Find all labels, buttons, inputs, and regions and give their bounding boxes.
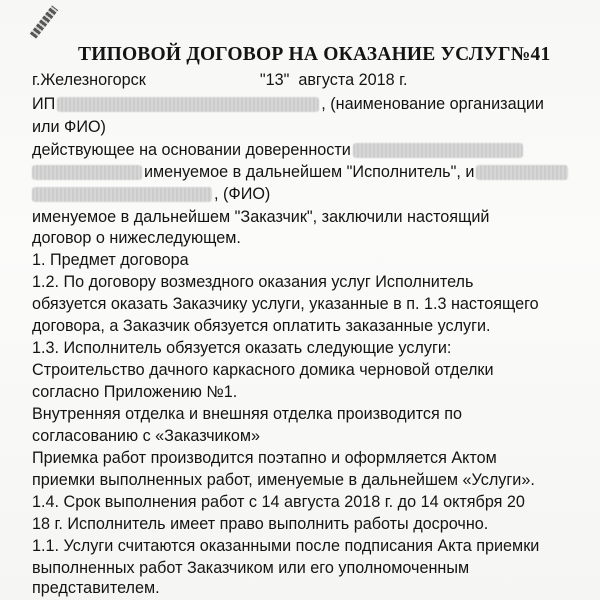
date-month-year: августа 2018 г. [298,71,408,89]
clause-1-3-line-5: согласованию с «Заказчиком» [32,427,260,445]
clause-1-4-line-2: 18 г. Исполнитель имеет право выполнить работы досрочно. [32,515,489,533]
clause-1-3-line-4: Внутренняя отделка и внешняя отделка производится по [32,405,462,423]
section-1-heading: 1. Предмет договора [32,251,189,269]
clause-1-1-line-3: представителем. [32,579,160,597]
clause-1-2-line-1: 1.2. По договору возмездного оказания услуг Исполнитель [32,273,474,291]
clause-1-3-line-2: Строительство дачного каркасного домика черновой отделки [32,361,494,379]
fio-label: , (ФИО) [214,185,271,203]
customer-line: именуемое в дальнейшем "Заказчик", заключили настоящий [32,208,490,226]
executor-text: именуемое в дальнейшем "Исполнитель", и [144,163,475,181]
redacted-field [32,165,142,180]
date-day: "13" [259,71,290,89]
ip-prefix: ИП [32,95,56,113]
clause-1-3-line-7: приемки выполненных работ, именуемые в дальнейшем «Услуги». [32,471,535,489]
customer-fio-line [32,184,270,204]
basis-line [32,140,525,160]
redacted-name [57,97,319,112]
header-city-date-line [32,70,408,90]
executor-line [32,162,570,182]
clause-1-3-line-6: Приемка работ производится поэтапно и оформляется Актом [32,449,497,467]
city: г.Железногорск [32,71,146,89]
redacted-field-2 [476,165,568,180]
clause-1-4-line-1: 1.4. Срок выполнения работ с 14 августа 2018 г. до 14 октября 20 [32,493,525,511]
clause-1-1-line-1: 1.1. Услуги считаются оказанными после подписания Акта приемки [32,537,540,555]
clause-1-3-line-3: согласно Приложению №1. [32,383,238,401]
staple-mark [30,5,58,38]
agreement-line: договор о нижеследующем. [32,229,241,247]
clause-1-3-line-1: 1.3. Исполнитель обязуется оказать следующие услуги: [32,339,452,357]
basis-text: действующее на основании доверенности [32,141,351,159]
redacted-power-of-attorney [353,143,523,158]
party-fio-line: или ФИО) [32,118,106,136]
redacted-customer-name [32,187,212,202]
clause-1-1-line-2: выполненных работ Заказчиком или его уполномоченным [32,559,470,577]
clause-1-2-line-3: договора, а Заказчик обязуется оплатить заказанные услуги. [32,317,491,335]
document-title: ТИПОВОЙ ДОГОВОР НА ОКАЗАНИЕ УСЛУГ№41 [78,44,551,65]
party-ip-line [32,94,544,114]
ip-suffix: , (наименование организации [321,95,544,113]
clause-1-2-line-2: обязуется оказать Заказчику услуги, указанные в п. 1.3 настоящего [32,295,539,313]
